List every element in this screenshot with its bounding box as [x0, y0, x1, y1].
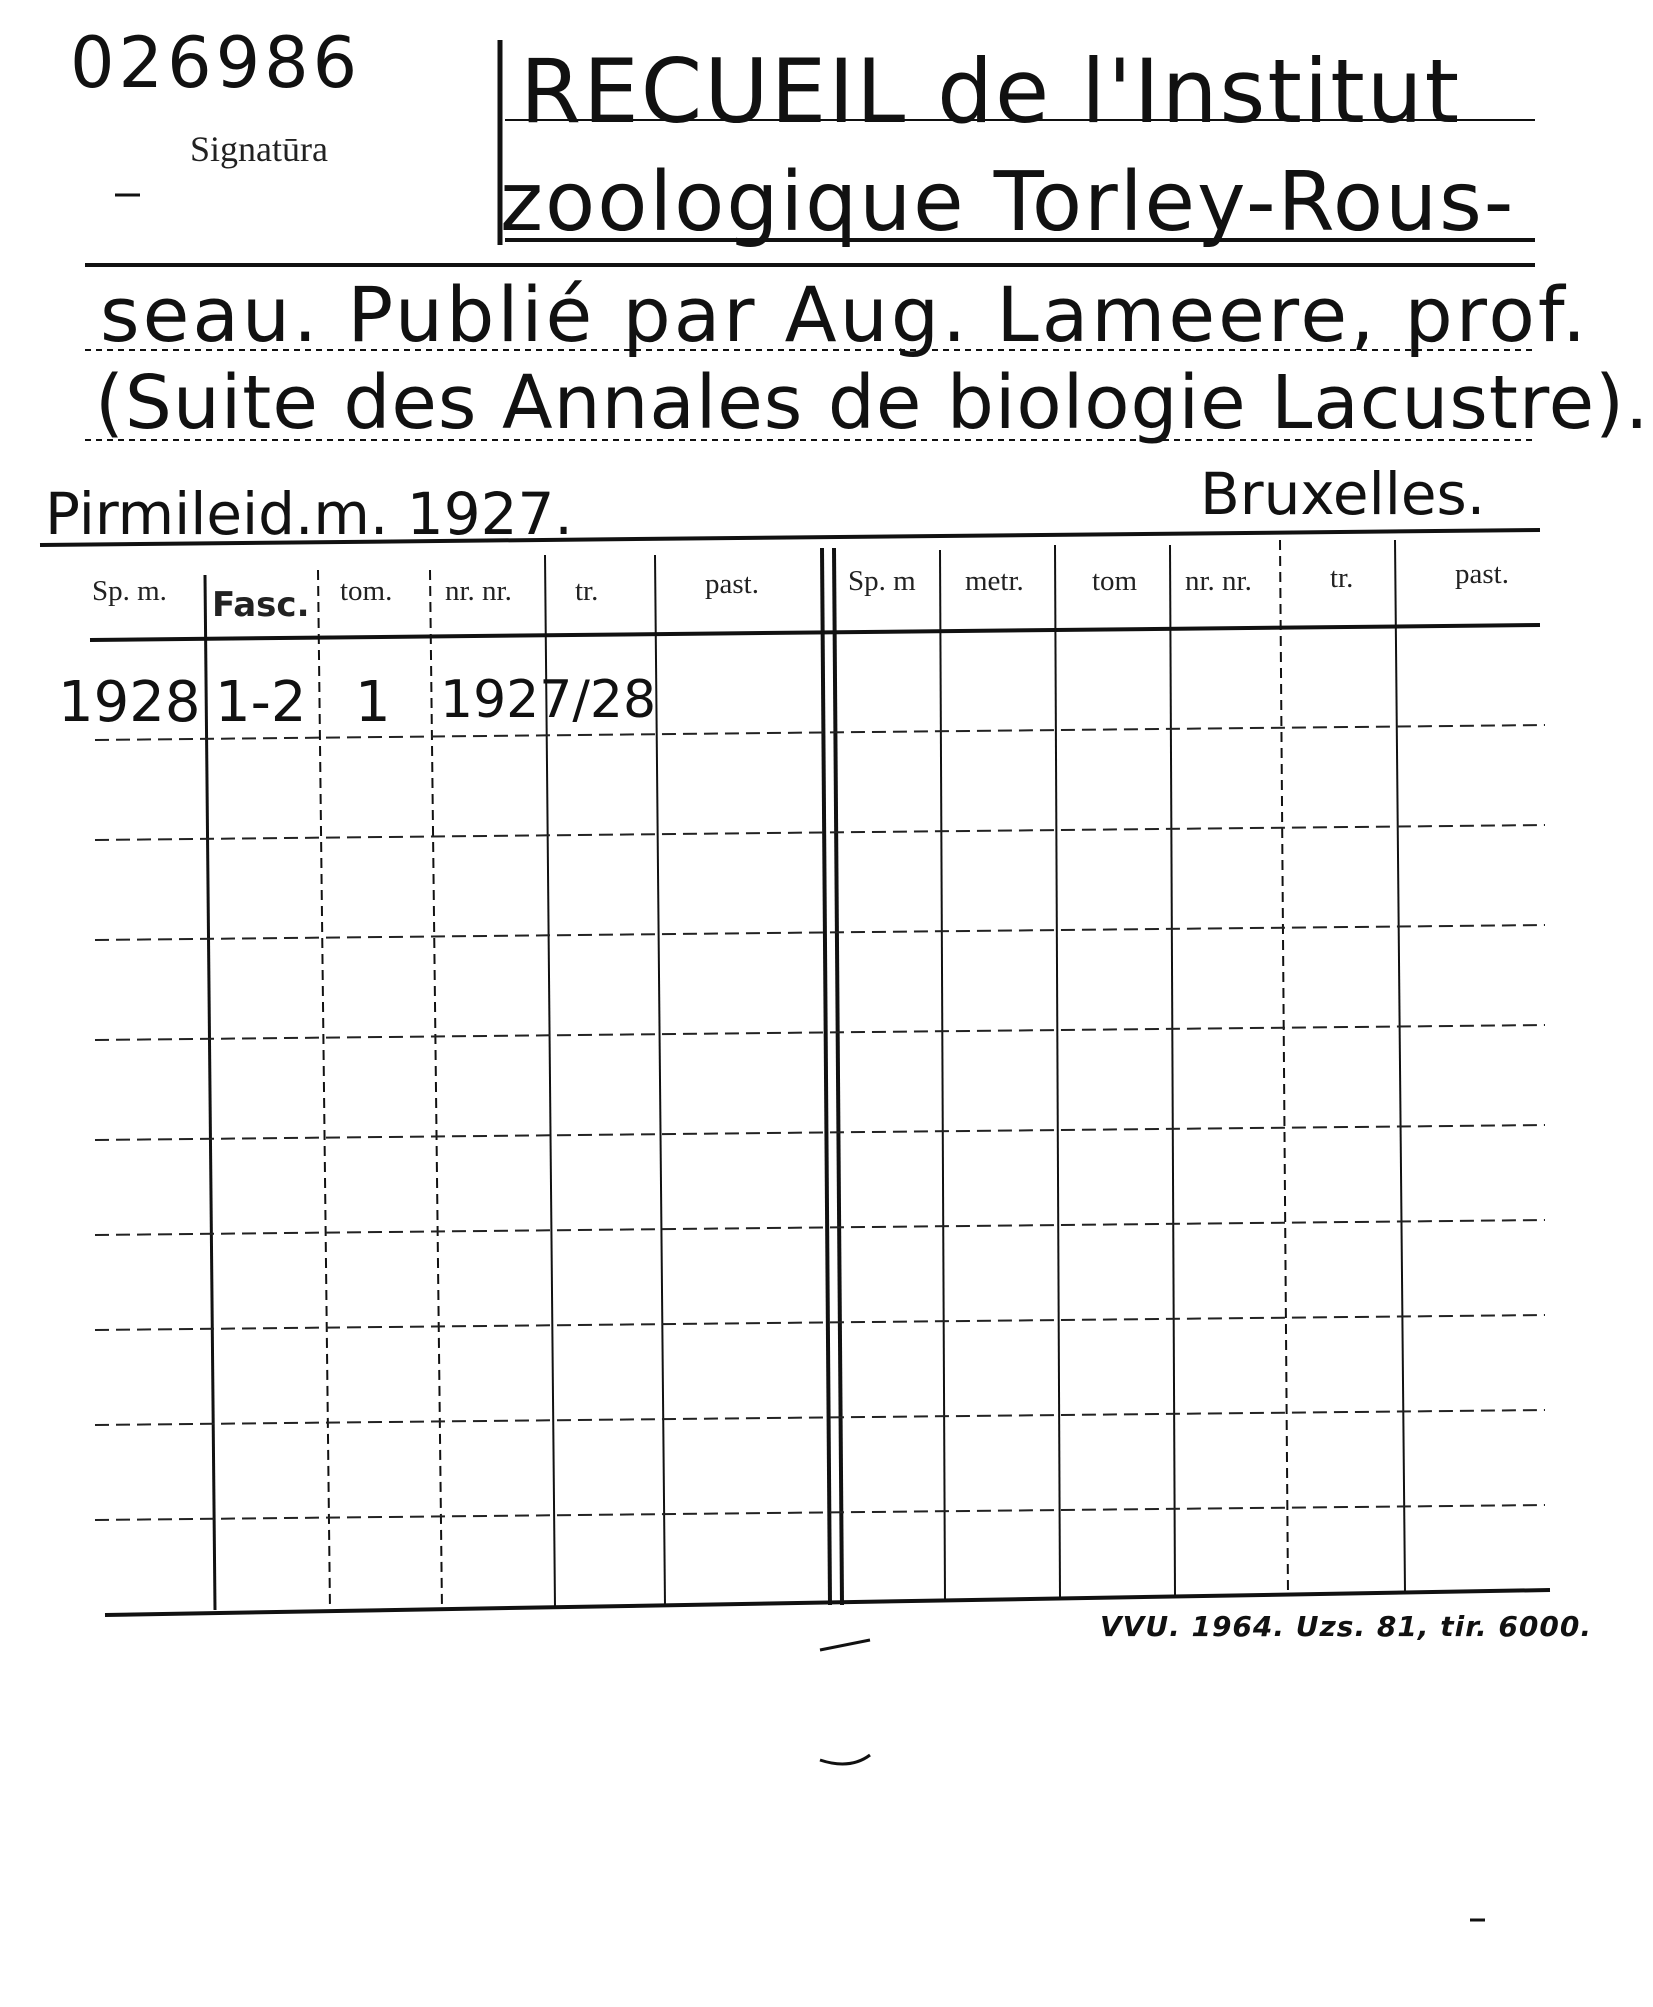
cell-fasc: 1-2 [215, 670, 307, 735]
header-metr-right: metr. [965, 565, 1024, 597]
signatura-number: 026986 [70, 22, 362, 104]
header-past: past. [705, 568, 759, 600]
cell-sp-m: 1928 [58, 670, 201, 735]
header-sp-m: Sp. m. [92, 575, 167, 607]
header-tom-right: tom [1092, 565, 1138, 597]
title-line-3: seau. Publié par Aug. Lameere, prof. [100, 270, 1590, 359]
title-line-4: (Suite des Annales de biologie Lacustre). [95, 360, 1650, 446]
title-line-2: zoologique Torley-Rous- [500, 155, 1516, 250]
header-nr-nr: nr. nr. [445, 575, 512, 607]
header-tr-right: tr. [1330, 562, 1354, 594]
signatura-label: Signatūra [190, 129, 328, 169]
header-tom: tom. [340, 575, 393, 607]
cell-tom: 1 [355, 670, 391, 735]
footer-note: VVU. 1964. Uzs. 81, tir. 6000. [1100, 1610, 1592, 1643]
title-line-1: RECUEIL de l'Institut [520, 40, 1462, 143]
header-past-right: past. [1455, 558, 1509, 590]
cell-nr: 1927/28 [440, 670, 657, 730]
header-sp-m-right: Sp. m [848, 565, 916, 597]
header-fasc: Fasc. [212, 585, 310, 625]
header-tr: tr. [575, 575, 599, 607]
source-note: Pirmileid.m. 1927. [45, 480, 573, 548]
place: Bruxelles. [1200, 460, 1486, 528]
header-nr-nr-right: nr. nr. [1185, 565, 1252, 597]
